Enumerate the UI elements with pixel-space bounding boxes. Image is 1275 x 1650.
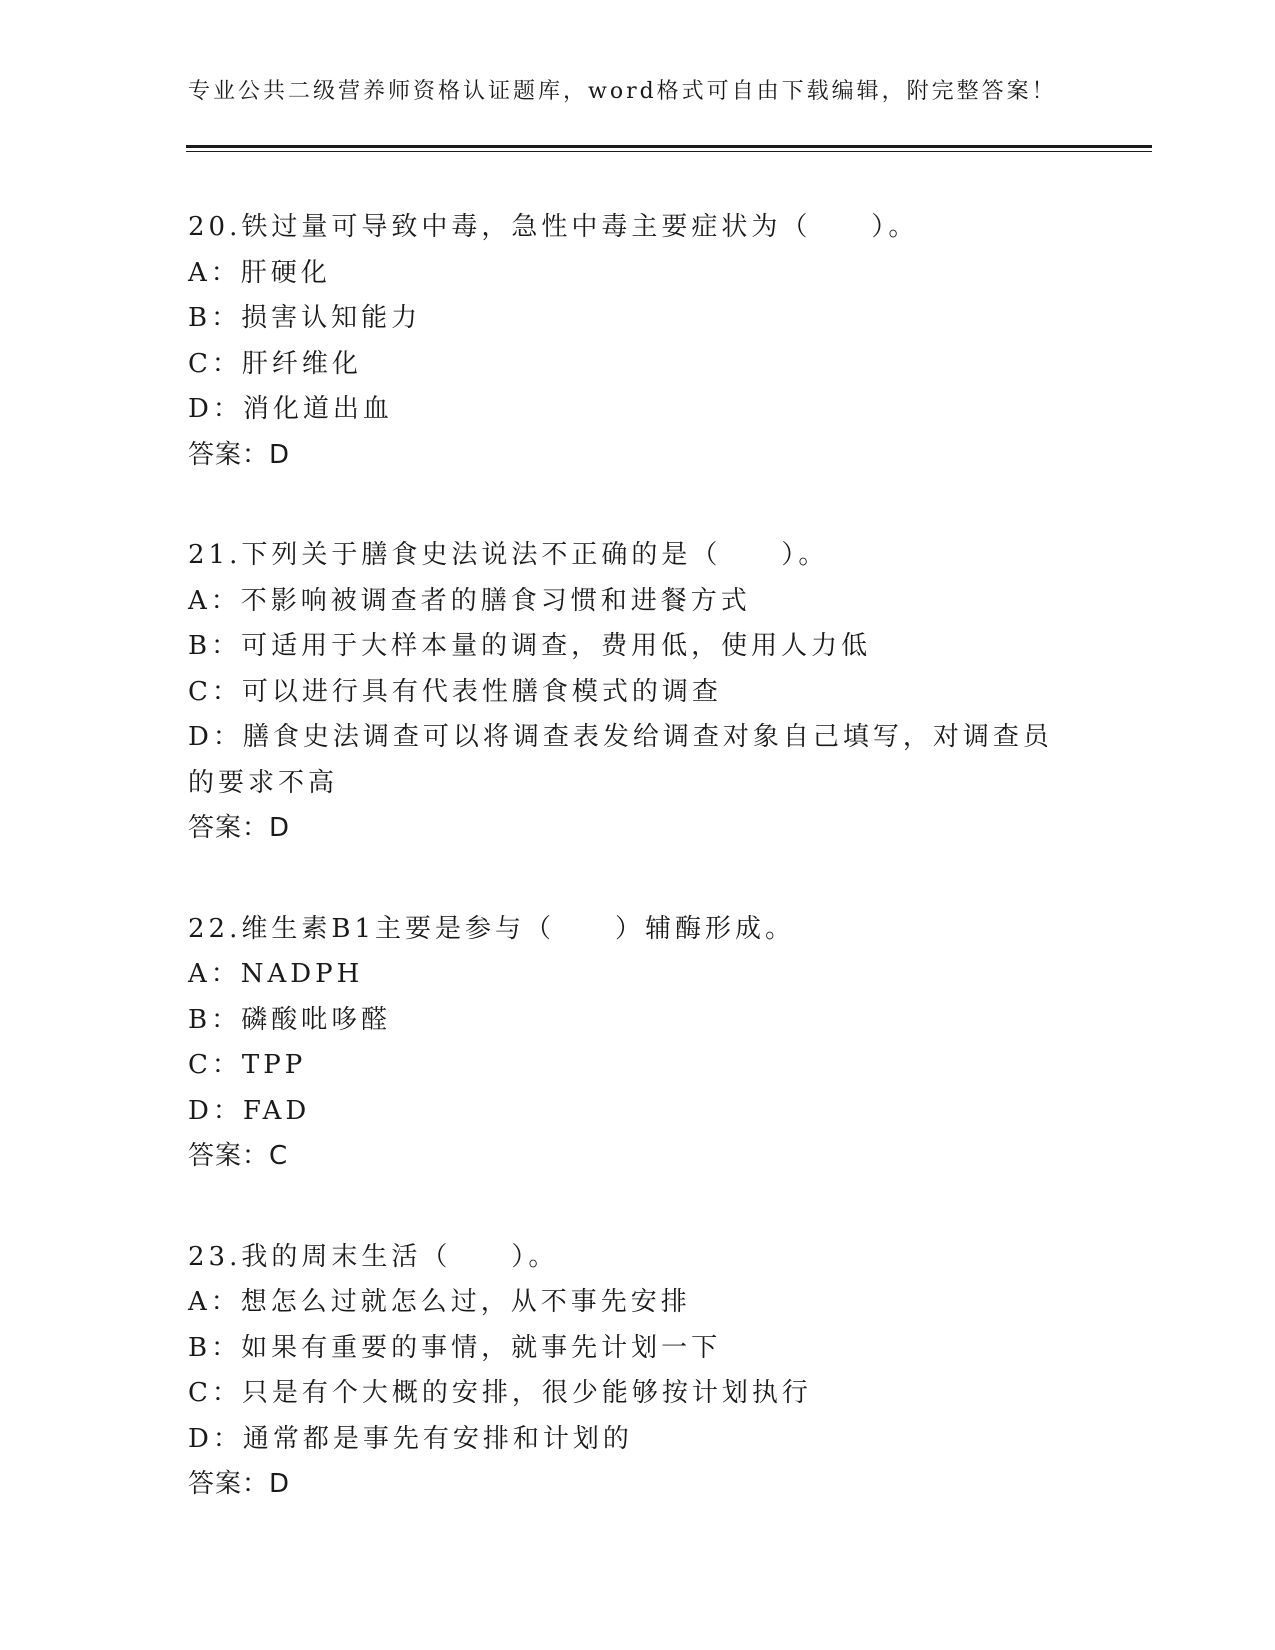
option-c: C：TPP: [188, 1050, 307, 1080]
option-b: B：可适用于大样本量的调查，费用低，使用人力低: [188, 631, 872, 661]
option-a: A：不影响被调查者的膳食习惯和进餐方式: [188, 585, 751, 616]
option-d: D：膳食史法调查可以将调查表发给调查对象自己填写，对调查员的要求不高: [188, 722, 1053, 798]
header-divider-thin: [186, 151, 1152, 152]
question-stem: 22.维生素B1主要是参与（ ）辅酶形成。: [188, 913, 795, 944]
option-d: D：FAD: [188, 1095, 311, 1126]
header-divider-thick: [186, 145, 1152, 148]
answer-line: 答案：C: [188, 1141, 289, 1171]
question-list: [188, 205, 1088, 1563]
question-stem: 20.铁过量可导致中毒，急性中毒主要症状为（ ）。: [188, 212, 919, 242]
answer-line: 答案：D: [188, 439, 291, 470]
option-c: C：只是有个大概的安排，很少能够按计划执行: [188, 1378, 812, 1408]
question-20: [188, 205, 1088, 478]
option-c: C：可以进行具有代表性膳食模式的调查: [188, 676, 722, 707]
question-stem: 23.我的周末生活（ ）。: [188, 1241, 559, 1272]
answer-line: 答案：D: [188, 1469, 291, 1499]
option-b: B：如果有重要的事情，就事先计划一下: [188, 1332, 722, 1363]
option-c: C：肝纤维化: [188, 348, 362, 379]
option-d: D：通常都是事先有安排和计划的: [188, 1423, 633, 1454]
question-23: [188, 1235, 1088, 1508]
question-21: [188, 533, 1088, 852]
option-a: A：NADPH: [188, 959, 364, 989]
question-22: [188, 907, 1088, 1180]
option-b: B：磷酸吡哆醛: [188, 1004, 392, 1035]
answer-line: 答案：D: [188, 813, 291, 843]
option-a: A：肝硬化: [188, 257, 331, 288]
question-stem: 21.下列关于膳食史法说法不正确的是（ ）。: [188, 540, 829, 570]
option-b: B：损害认知能力: [188, 303, 422, 333]
option-a: A：想怎么过就怎么过，从不事先安排: [188, 1287, 691, 1317]
page-header: 专业公共二级营养师资格认证题库，word格式可自由下载编辑，附完整答案！: [188, 79, 1057, 104]
option-d: D：消化道出血: [188, 394, 393, 424]
